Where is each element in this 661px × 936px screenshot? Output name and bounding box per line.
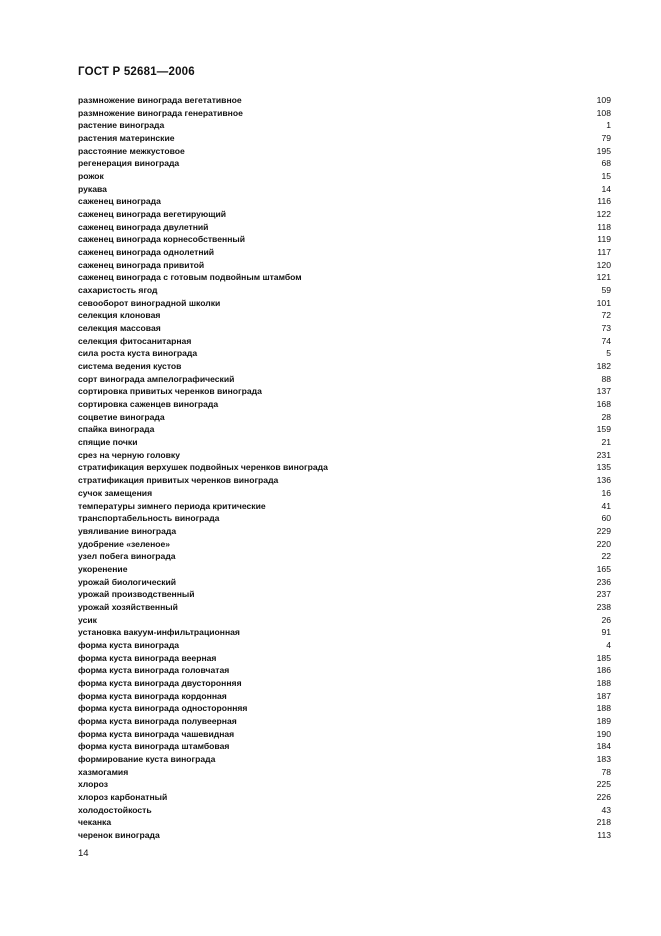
index-term: растения материнские (78, 133, 175, 144)
index-term: удобрение «зеленое» (78, 538, 171, 549)
index-entry (78, 791, 611, 804)
index-term: форма куста винограда веерная (78, 652, 217, 663)
index-term-number: 4 (606, 639, 611, 650)
index-entry (78, 690, 611, 703)
index-term-number: 72 (601, 310, 611, 321)
index-term-number: 88 (601, 373, 611, 384)
index-entry (78, 601, 611, 614)
index-entry (78, 411, 611, 424)
index-term-number: 195 (596, 145, 611, 156)
index-term: урожай производственный (78, 589, 195, 600)
index-term-number: 119 (597, 234, 611, 245)
index-entry (78, 436, 611, 449)
index-term: спящие почки (78, 437, 138, 448)
index-term-number: 231 (596, 449, 611, 460)
index-term-number: 237 (596, 589, 611, 600)
index-entry (78, 271, 611, 284)
index-term: сортировка саженцев винограда (78, 399, 219, 410)
index-entry (78, 753, 611, 766)
index-term-number: 184 (596, 741, 611, 752)
index-term: формирование куста винограда (78, 753, 216, 764)
index-term-number: 168 (596, 399, 611, 410)
index-term-number: 218 (596, 817, 611, 828)
index-term: укоренение (78, 563, 128, 574)
index-entry (78, 157, 611, 170)
index-entry (78, 677, 611, 690)
index-entry (78, 740, 611, 753)
index-term: рукава (78, 183, 107, 194)
index-term-number: 26 (601, 614, 611, 625)
index-term: температуры зимнего периода критические (78, 500, 266, 511)
index-term: форма куста винограда (78, 639, 180, 650)
index-entry (78, 728, 611, 741)
index-term-number: 225 (596, 779, 611, 790)
index-entry (78, 183, 611, 196)
index-term: установка вакуум-инфильтрационная (78, 627, 240, 638)
index-entry (78, 804, 611, 817)
index-term-number: 108 (596, 107, 611, 118)
index-term: форма куста винограда штамбовая (78, 741, 230, 752)
index-entry (78, 664, 611, 677)
index-entry (78, 766, 611, 779)
index-term-number: 236 (596, 576, 611, 587)
index-term-number: 190 (596, 728, 611, 739)
index-entry (78, 487, 611, 500)
index-term-number: 121 (596, 272, 611, 283)
index-term: селекция массовая (78, 323, 161, 334)
index-entry (78, 829, 611, 842)
index-term-number: 182 (596, 361, 611, 372)
index-term-number: 187 (596, 690, 611, 701)
index-term-number: 220 (596, 538, 611, 549)
index-term: форма куста винограда чашевидная (78, 728, 235, 739)
index-term-number: 165 (596, 563, 611, 574)
index-term: рожок (78, 171, 104, 182)
index-entry (78, 474, 611, 487)
index-term: размножение винограда вегетативное (78, 95, 242, 105)
index-entry (78, 588, 611, 601)
index-term: форма куста винограда односторонняя (78, 703, 248, 714)
index-term: транспортабельность винограда (78, 513, 220, 524)
index-term-number: 43 (601, 804, 611, 815)
index-term: сорт винограда ампелографический (78, 373, 235, 384)
index-term-number: 41 (601, 500, 611, 511)
index-entry (78, 563, 611, 576)
index-entry (78, 778, 611, 791)
index-term-number: 135 (596, 462, 611, 473)
index-term: форма куста винограда двусторонняя (78, 677, 242, 688)
index-term: черенок винограда (78, 829, 160, 840)
index-term: хазмогамия (78, 766, 129, 777)
index-term: селекция клоновая (78, 310, 161, 321)
index-term-number: 68 (601, 158, 611, 169)
index-entry (78, 512, 611, 525)
index-entry (78, 816, 611, 829)
index-entry (78, 614, 611, 627)
index-entry (78, 322, 611, 335)
index-entry (78, 702, 611, 715)
index-term: саженец винограда двулетний (78, 221, 209, 232)
index-term: саженец винограда привитой (78, 259, 205, 270)
index-entry (78, 385, 611, 398)
index-term: регенерация винограда (78, 158, 180, 169)
index-term: форма куста винограда кордонная (78, 690, 227, 701)
index-term-number: 79 (601, 133, 611, 144)
index-term: саженец винограда (78, 196, 161, 207)
index-term: севооборот виноградной школки (78, 297, 221, 308)
index-term: саженец винограда корнесобственный (78, 234, 246, 245)
index-term-number: 183 (596, 753, 611, 764)
index-term-number: 28 (601, 411, 611, 422)
index-entry (78, 132, 611, 145)
index-entry (78, 309, 611, 322)
index-term: усик (78, 614, 97, 625)
index-entry (78, 461, 611, 474)
index-term: узел побега винограда (78, 551, 176, 562)
page-number: 14 (78, 848, 89, 859)
index-term-number: 15 (601, 171, 611, 182)
index-entry (78, 107, 611, 120)
index-term-number: 5 (606, 348, 611, 359)
index-entry (78, 335, 611, 348)
index-term: соцветие винограда (78, 411, 165, 422)
index-term: форма куста винограда полувеерная (78, 715, 237, 726)
index-term-number: 1 (606, 120, 611, 131)
index-entry (78, 170, 611, 183)
index-entry (78, 626, 611, 639)
index-term: стратификация привитых черенков винограда (78, 475, 279, 486)
index-term: расстояние межкустовое (78, 145, 185, 156)
index-term-number: 74 (601, 335, 611, 346)
index-term: холодостойкость (78, 804, 152, 815)
index-term-number: 185 (596, 652, 611, 663)
index-term: система ведения кустов (78, 361, 182, 372)
index-term-number: 186 (596, 665, 611, 676)
index-term: размножение винограда генеративное (78, 107, 243, 118)
index-term-number: 78 (601, 766, 611, 777)
index-term-number: 159 (596, 424, 611, 435)
index-term-number: 226 (596, 791, 611, 802)
index-term-number: 188 (596, 677, 611, 688)
index-term-number: 113 (597, 829, 611, 840)
index-term-number: 136 (596, 475, 611, 486)
index-entry (78, 297, 611, 310)
index-term-number: 91 (601, 627, 611, 638)
index-entry (78, 550, 611, 563)
index-term: урожай биологический (78, 576, 177, 587)
index-entry (78, 639, 611, 652)
index-term: сортировка привитых черенков винограда (78, 386, 262, 397)
index-term: стратификация верхушек подвойных черенков винограда (78, 462, 328, 473)
index-entry (78, 221, 611, 234)
index-entry (78, 246, 611, 259)
index-term-number: 60 (601, 513, 611, 524)
index-entry (78, 145, 611, 158)
index-term-number: 120 (596, 259, 611, 270)
index-entry (78, 525, 611, 538)
index-term: саженец винограда вегетирующий (78, 209, 227, 220)
index-term: спайка винограда (78, 424, 155, 435)
index-entry (78, 119, 611, 132)
index-term-number: 116 (597, 196, 611, 207)
index-term: урожай хозяйственный (78, 601, 178, 612)
index-term-number: 59 (601, 285, 611, 296)
index-term: растение винограда (78, 120, 165, 131)
index-term-number: 189 (596, 715, 611, 726)
index-entry (78, 347, 611, 360)
index-term-number: 118 (597, 221, 611, 232)
index-term-number: 137 (596, 386, 611, 397)
index-term-number: 73 (601, 323, 611, 334)
index-entry (78, 94, 611, 107)
index-term: хлороз (78, 779, 109, 790)
index-entry (78, 360, 611, 373)
index-term: сила роста куста винограда (78, 348, 198, 359)
index-entry (78, 233, 611, 246)
index-entry (78, 652, 611, 665)
index-entry (78, 500, 611, 513)
index-term-number: 188 (596, 703, 611, 714)
index-term-number: 101 (596, 297, 611, 308)
index-entry (78, 373, 611, 386)
index-term-number: 122 (596, 209, 611, 220)
index-entry (78, 576, 611, 589)
index-term: саженец винограда с готовым подвойным штамбом (78, 272, 302, 283)
index-term: саженец винограда однолетний (78, 247, 215, 258)
index-term: сахаристость ягод (78, 285, 158, 296)
index-entry (78, 715, 611, 728)
index-entry (78, 208, 611, 221)
index-entry (78, 259, 611, 272)
index-term: сучок замещения (78, 487, 153, 498)
index-entry (78, 195, 611, 208)
index-term: чеканка (78, 817, 112, 828)
index-term: увяливание винограда (78, 525, 177, 536)
index-term-number: 109 (596, 95, 611, 105)
index-entry (78, 398, 611, 411)
index-term: форма куста винограда головчатая (78, 665, 230, 676)
index-term: селекция фитосанитарная (78, 335, 192, 346)
index-entry (78, 423, 611, 436)
index-term-number: 22 (601, 551, 611, 562)
index-term-number: 14 (601, 183, 611, 194)
index-entry (78, 449, 611, 462)
index-term-number: 117 (597, 247, 611, 258)
index-term-number: 229 (596, 525, 611, 536)
document-header: ГОСТ Р 52681—2006 (78, 66, 195, 78)
term-index-list (78, 94, 611, 842)
index-term-number: 16 (601, 487, 611, 498)
index-term-number: 238 (596, 601, 611, 612)
index-term: срез на черную головку (78, 449, 181, 460)
index-term-number: 21 (601, 437, 611, 448)
index-term: хлороз карбонатный (78, 791, 168, 802)
index-entry (78, 538, 611, 551)
index-entry (78, 284, 611, 297)
